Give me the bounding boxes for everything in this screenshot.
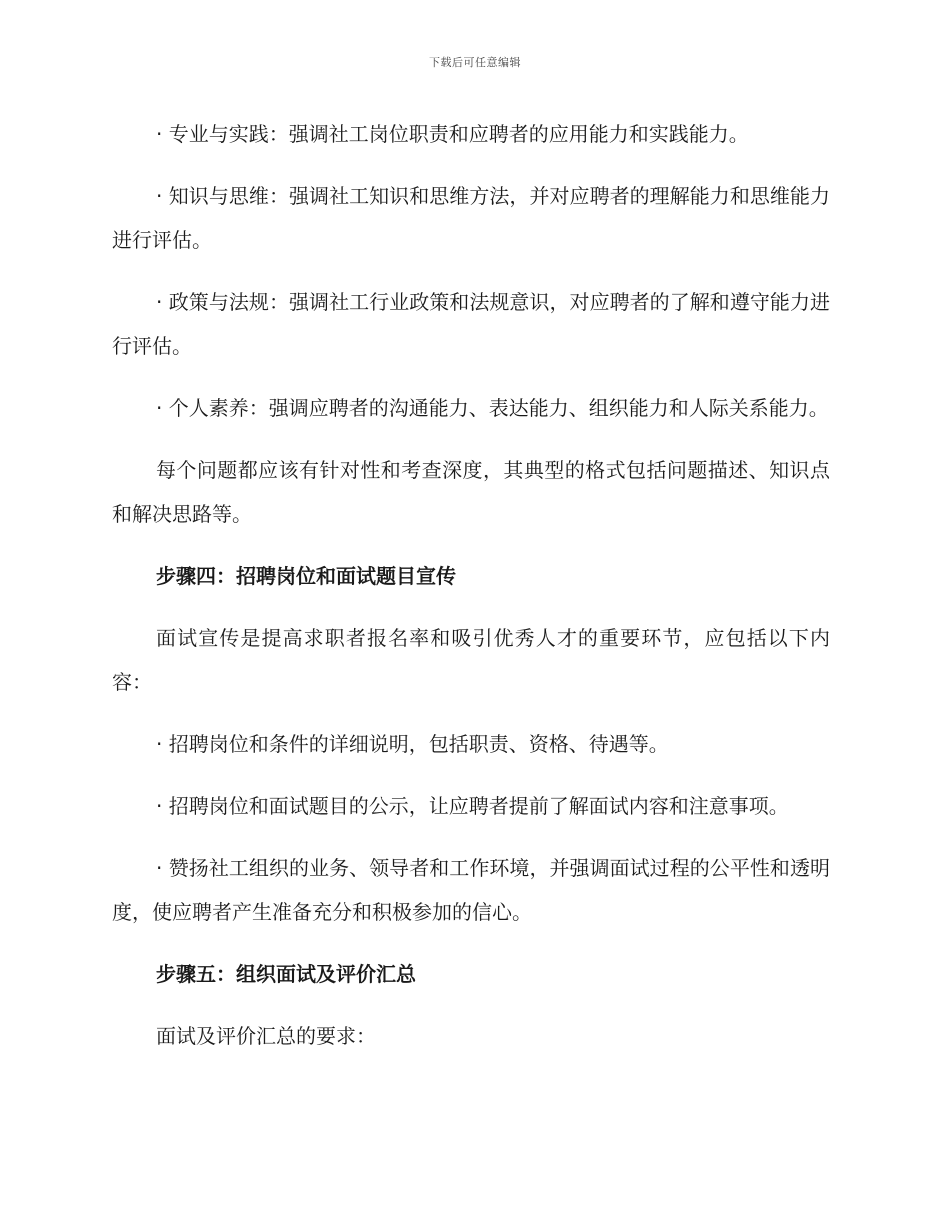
page-header: 下载后可任意编辑	[429, 56, 521, 69]
section-heading-step-five: 步骤五：组织面试及评价汇总	[156, 962, 416, 986]
body-paragraph-publicity: 面试宣传是提高求职者报名率和吸引优秀人才的重要环节，应包括以下内容：	[112, 626, 830, 694]
bullet-paragraph-job-details: · 招聘岗位和条件的详细说明，包括职责、资格、待遇等。	[156, 732, 669, 756]
bullet-paragraph-knowledge: · 知识与思维：强调社工知识和思维方法，并对应聘者的理解能力和思维能力进行评估。	[112, 184, 830, 252]
document-body	[112, 112, 830, 1076]
bullet-paragraph-praise: · 赞扬社工组织的业务、领导者和工作环境，并强调面试过程的公平性和透明度，使应聘者产生准备充分和积极参加的信心。	[112, 856, 830, 924]
body-paragraph-requirements: 面试及评价汇总的要求：	[156, 1024, 376, 1048]
bullet-paragraph-personal: · 个人素养：强调应聘者的沟通能力、表达能力、组织能力和人际关系能力。	[156, 396, 829, 420]
section-heading-step-four: 步骤四：招聘岗位和面试题目宣传	[156, 564, 456, 588]
bullet-paragraph-policy: · 政策与法规：强调社工行业政策和法规意识，对应聘者的了解和遵守能力进行评估。	[112, 290, 830, 358]
bullet-paragraph-practice: · 专业与实践：强调社工岗位职责和应聘者的应用能力和实践能力。	[156, 122, 749, 146]
bullet-paragraph-announcement: · 招聘岗位和面试题目的公示，让应聘者提前了解面试内容和注意事项。	[156, 794, 789, 818]
body-paragraph-question-format: 每个问题都应该有针对性和考查深度，其典型的格式包括问题描述、知识点和解决思路等。	[112, 458, 830, 526]
